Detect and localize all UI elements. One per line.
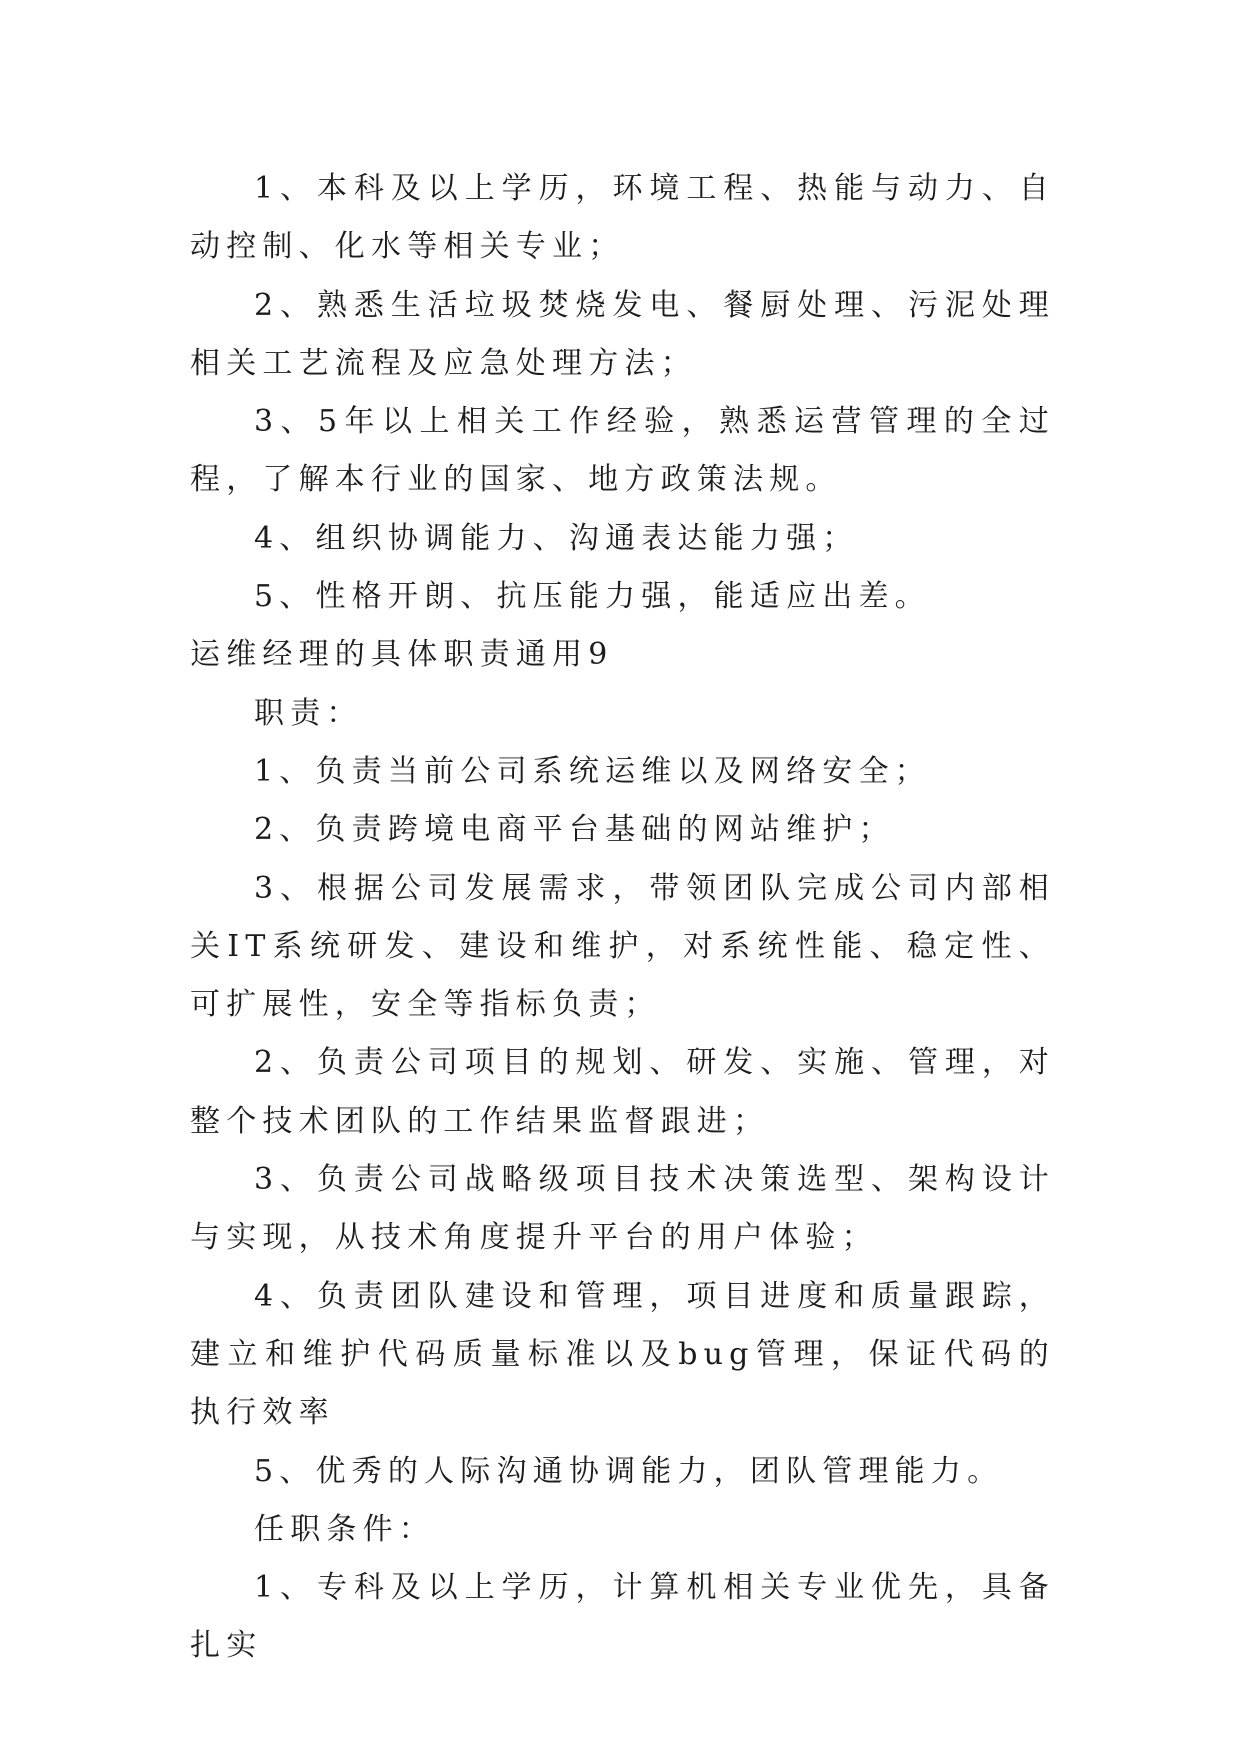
duty-item-7: 5、优秀的人际沟通协调能力，团队管理能力。 [254, 1453, 1004, 1489]
requirement-item-3: 3、5年以上相关工作经验，熟悉运营管理的全过程，了解本行业的国家、地方政策法规。 [190, 404, 1055, 498]
duty-item-4: 2、负责公司项目的规划、研发、实施、管理，对整个技术团队的工作结果监督跟进； [190, 1045, 1055, 1139]
section-heading: 运维经理的具体职责通用9 [190, 637, 614, 673]
duty-item-5: 3、负责公司战略级项目技术决策选型、架构设计与实现，从技术角度提升平台的用户体验； [190, 1162, 1055, 1256]
qualifications-label: 任职条件： [254, 1511, 435, 1547]
requirement-item-4: 4、组织协调能力、沟通表达能力强； [254, 520, 859, 556]
duty-item-3: 3、根据公司发展需求，带领团队完成公司内部相关IT系统研发、建设和维护，对系统性能、稳定性、可扩展性，安全等指标负责； [190, 870, 1055, 1023]
duty-item-2: 2、负责跨境电商平台基础的网站维护； [254, 812, 895, 848]
requirement-item-1: 1、本科及以上学历，环境工程、热能与动力、自动控制、化水等相关专业； [190, 171, 1055, 265]
requirement-item-5: 5、性格开朗、抗压能力强，能适应出差。 [254, 579, 931, 615]
qualification-item-1: 1、专科及以上学历，计算机相关专业优先，具备扎实 [190, 1570, 1055, 1664]
document-body [190, 160, 1055, 1676]
duty-item-1: 1、负责当前公司系统运维以及网络安全； [254, 753, 931, 789]
duties-label: 职责： [254, 695, 363, 731]
duty-item-6: 4、负责团队建设和管理，项目进度和质量跟踪，建立和维护代码质量标准以及bug管理，保证代码的执行效率 [190, 1278, 1055, 1431]
requirement-item-2: 2、熟悉生活垃圾焚烧发电、餐厨处理、污泥处理相关工艺流程及应急处理方法； [190, 287, 1055, 381]
